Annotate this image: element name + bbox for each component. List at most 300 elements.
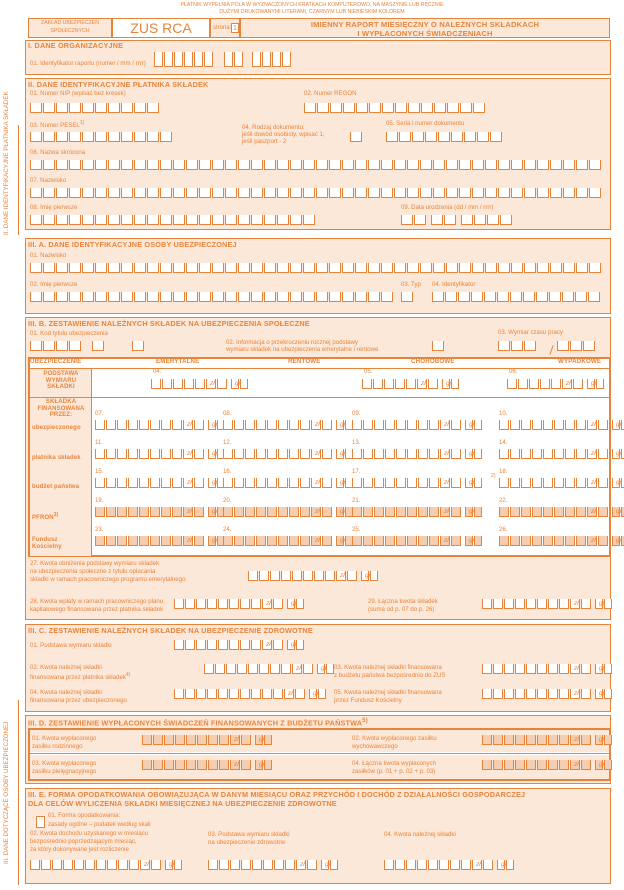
ii-f06-cell[interactable] (563, 160, 575, 170)
ii-f07-cell[interactable] (238, 188, 250, 198)
iiia-f04-cell[interactable] (536, 292, 548, 302)
row2-col0-cell[interactable] (128, 449, 138, 459)
podstawa-0-cell[interactable] (151, 379, 161, 389)
row2-col2-cell[interactable] (407, 449, 417, 459)
ii-f07-cell[interactable] (303, 188, 315, 198)
podstawa-3-cell[interactable] (529, 379, 539, 389)
ii-f07-cell[interactable] (160, 188, 172, 198)
row2-col2-cell[interactable] (374, 449, 384, 459)
row1-col2-cell[interactable] (352, 420, 362, 430)
row4-col1-cell[interactable] (322, 507, 332, 517)
iiib-f03a-cell[interactable] (511, 341, 523, 351)
ii-f05-cell[interactable] (451, 132, 463, 142)
i-f01-cell[interactable] (184, 52, 193, 67)
page-number[interactable]: 1 (231, 23, 239, 33)
iiia-f02-cell[interactable] (69, 292, 81, 302)
row3-col0-cell[interactable] (150, 478, 160, 488)
ii-f07-cell[interactable] (589, 188, 601, 198)
ii-f09-cell[interactable] (414, 215, 426, 225)
iiid-f03-cell[interactable] (164, 760, 174, 770)
iiid-f04-cell[interactable] (526, 760, 536, 770)
ii-f06-cell[interactable] (160, 160, 172, 170)
ii-f07-cell[interactable] (134, 188, 146, 198)
row1-col2-cell[interactable] (374, 420, 384, 430)
ii-f02-cell[interactable] (473, 103, 485, 113)
iiic-f02-cell[interactable] (281, 664, 291, 674)
row3-col3-cell[interactable] (499, 478, 509, 488)
row2-col3-cell[interactable] (521, 449, 531, 459)
iiic-f02-cell[interactable] (215, 664, 225, 674)
row1-col0-cell[interactable] (128, 420, 138, 430)
ii-f08-cell[interactable] (69, 215, 81, 225)
row3-col2-cell[interactable] (429, 478, 439, 488)
iiib-f29-cell[interactable] (482, 599, 492, 609)
ii-f08-cell[interactable] (212, 215, 224, 225)
iiie-f02-cell[interactable] (74, 860, 84, 870)
ii-f09-cell[interactable] (444, 215, 456, 225)
iiib-f29-cell[interactable] (493, 599, 503, 609)
ii-f05-cell[interactable] (412, 132, 424, 142)
row4-col0-cell[interactable] (95, 507, 105, 517)
row3-col0-cell[interactable] (139, 478, 149, 488)
iiic-f04-cell[interactable] (273, 689, 283, 699)
ii-f08-cell[interactable] (30, 215, 42, 225)
row5-col0-cell[interactable] (172, 536, 182, 546)
row2-col2-cell[interactable] (396, 449, 406, 459)
iiia-f01-cell[interactable] (95, 263, 107, 273)
iiic-f02-cell[interactable] (204, 664, 214, 674)
iiia-f01-cell[interactable] (472, 263, 484, 273)
row1-col1-cell[interactable] (256, 420, 266, 430)
ii-f03-cell[interactable] (108, 132, 120, 142)
podstawa-0-gr-cell[interactable] (240, 379, 248, 389)
iiib-f28-cell[interactable] (207, 599, 217, 609)
ii-f06-cell[interactable] (30, 160, 42, 170)
iiie-f02-cell[interactable] (85, 860, 95, 870)
row2-col1-cell[interactable] (267, 449, 277, 459)
row3-col3-cell[interactable] (543, 478, 553, 488)
row2-col0-cell[interactable] (172, 449, 182, 459)
podstawa-3-cell[interactable] (507, 379, 517, 389)
iiid-f03-cell[interactable] (153, 760, 163, 770)
i-f01-cell[interactable] (154, 52, 163, 67)
row3-col0-cell[interactable] (117, 478, 127, 488)
iiic-f04-cell[interactable] (207, 689, 217, 699)
iiia-f02-cell[interactable] (277, 292, 289, 302)
iiic-f04-cell[interactable] (240, 689, 250, 699)
ii-f08-cell[interactable] (121, 215, 133, 225)
ii-f08-cell[interactable] (238, 215, 250, 225)
iiia-f02-cell[interactable] (251, 292, 263, 302)
iiia-f01-cell[interactable] (537, 263, 549, 273)
iiie-f02-cell[interactable] (30, 860, 40, 870)
iiic-f03-cell[interactable] (537, 664, 547, 674)
iiib-f28-cell[interactable] (196, 599, 206, 609)
iiic-f01-cell[interactable] (185, 640, 195, 650)
iiid-f04-cell[interactable] (537, 760, 547, 770)
row1-col3-cell[interactable] (499, 420, 509, 430)
iiib-f27-cell[interactable] (347, 571, 357, 581)
iiia-f01-cell[interactable] (394, 263, 406, 273)
iiib-f28-cell[interactable] (174, 599, 184, 609)
iiib-f03b-cell[interactable] (570, 341, 582, 351)
iiia-f01-cell[interactable] (498, 263, 510, 273)
iiib-f02-cell[interactable] (432, 341, 444, 351)
row1-col3-cell[interactable] (543, 420, 553, 430)
ii-f06-cell[interactable] (121, 160, 133, 170)
iiie-f03-cell[interactable] (307, 860, 317, 870)
ii-f07-cell[interactable] (355, 188, 367, 198)
i-f01-cell[interactable] (204, 52, 213, 67)
ii-f06-cell[interactable] (69, 160, 81, 170)
iiic-f05-cell[interactable] (504, 689, 514, 699)
i-f01-yyyy-cell[interactable] (282, 52, 291, 67)
row3-col1-cell[interactable] (234, 478, 244, 488)
ii-f06-cell[interactable] (95, 160, 107, 170)
row4-col3-cell[interactable] (576, 507, 586, 517)
iiia-f02-cell[interactable] (173, 292, 185, 302)
iiia-f04-cell[interactable] (497, 292, 509, 302)
ii-f08-cell[interactable] (134, 215, 146, 225)
iiib-f29-cell[interactable] (559, 599, 569, 609)
ii-f03-cell[interactable] (160, 132, 172, 142)
iiib-f29-cell[interactable] (515, 599, 525, 609)
iiie-f04-cell[interactable] (406, 860, 416, 870)
row4-col1-cell[interactable] (300, 507, 310, 517)
row4-col0-cell[interactable] (117, 507, 127, 517)
iiid-f02-cell[interactable] (493, 735, 503, 745)
iiid-f04-cell[interactable] (515, 760, 525, 770)
iiid-f02-cell[interactable] (559, 735, 569, 745)
iiia-f02-cell[interactable] (95, 292, 107, 302)
i-f01-cell[interactable] (164, 52, 173, 67)
iiid-f03-gr-cell[interactable] (264, 760, 272, 770)
iiic-f03-cell[interactable] (559, 664, 569, 674)
iiia-f01-cell[interactable] (485, 263, 497, 273)
iiic-f04-cell[interactable] (218, 689, 228, 699)
ii-f07-cell[interactable] (472, 188, 484, 198)
iiid-f03-cell[interactable] (208, 760, 218, 770)
ii-f08-cell[interactable] (43, 215, 55, 225)
i-f01-yyyy-cell[interactable] (272, 52, 281, 67)
row3-col2-cell[interactable] (374, 478, 384, 488)
row2-col3-cell[interactable] (576, 449, 586, 459)
iiie-f03-gr-cell[interactable] (330, 860, 338, 870)
iiia-f01-cell[interactable] (355, 263, 367, 273)
row1-col2-cell[interactable] (418, 420, 428, 430)
iiid-f04-cell[interactable] (493, 760, 503, 770)
iiib-f28-cell[interactable] (185, 599, 195, 609)
row3-col2-cell[interactable] (418, 478, 428, 488)
row4-col0-cell[interactable] (128, 507, 138, 517)
row3-col0-cell[interactable] (128, 478, 138, 488)
row4-col0-cell[interactable] (194, 507, 204, 517)
row5-col3-cell[interactable] (554, 536, 564, 546)
ii-f01-cell[interactable] (56, 103, 68, 113)
ii-f08-cell[interactable] (186, 215, 198, 225)
iiic-f04-cell[interactable] (196, 689, 206, 699)
ii-f06-cell[interactable] (43, 160, 55, 170)
ii-f07-cell[interactable] (563, 188, 575, 198)
iiia-f02-cell[interactable] (329, 292, 341, 302)
ii-f01-cell[interactable] (43, 103, 55, 113)
row1-col2-cell[interactable] (451, 420, 461, 430)
ii-f07-cell[interactable] (407, 188, 419, 198)
iiia-f02-cell[interactable] (56, 292, 68, 302)
ii-f06-cell[interactable] (511, 160, 523, 170)
iiie-f03-cell[interactable] (252, 860, 262, 870)
ii-f07-cell[interactable] (186, 188, 198, 198)
iiic-f01-cell[interactable] (218, 640, 228, 650)
row4-col0-cell[interactable] (172, 507, 182, 517)
ii-f09-cell[interactable] (474, 215, 486, 225)
iiid-f01-cell[interactable] (219, 735, 229, 745)
iiia-f04-cell[interactable] (484, 292, 496, 302)
ii-f06-cell[interactable] (498, 160, 510, 170)
iiic-f02-cell[interactable] (248, 664, 258, 674)
iiia-f04-cell[interactable] (562, 292, 574, 302)
iiia-f01-cell[interactable] (82, 263, 94, 273)
ii-f01-cell[interactable] (95, 103, 107, 113)
row4-col3-cell[interactable] (510, 507, 520, 517)
iiie-f03-cell[interactable] (241, 860, 251, 870)
row3-col1-cell[interactable] (267, 478, 277, 488)
ii-f07-cell[interactable] (329, 188, 341, 198)
iiid-f01-cell[interactable] (153, 735, 163, 745)
iiie-f03-cell[interactable] (274, 860, 284, 870)
podstawa-0-cell[interactable] (162, 379, 172, 389)
ii-f07-cell[interactable] (524, 188, 536, 198)
row5-col1-cell[interactable] (245, 536, 255, 546)
ii-f08-cell[interactable] (173, 215, 185, 225)
iiic-f05-cell[interactable] (537, 689, 547, 699)
row4-col2-cell[interactable] (374, 507, 384, 517)
row4-col2-cell[interactable] (396, 507, 406, 517)
podstawa-2-cell[interactable] (362, 379, 372, 389)
row4-col0-cell[interactable] (150, 507, 160, 517)
iiia-f01-cell[interactable] (524, 263, 536, 273)
ii-f03-cell[interactable] (69, 132, 81, 142)
iiib-f28-cell[interactable] (229, 599, 239, 609)
iiid-f03-cell[interactable] (219, 760, 229, 770)
row5-col3-cell[interactable] (598, 536, 608, 546)
iiic-f02-cell[interactable] (226, 664, 236, 674)
ii-f01-cell[interactable] (82, 103, 94, 113)
row3-col0-cell[interactable] (194, 478, 204, 488)
iiia-f04-cell[interactable] (523, 292, 535, 302)
iiic-f02-cell[interactable] (237, 664, 247, 674)
iiia-f01-cell[interactable] (225, 263, 237, 273)
row4-col2-cell[interactable] (407, 507, 417, 517)
ii-f06-cell[interactable] (199, 160, 211, 170)
iiic-f01-cell[interactable] (273, 640, 283, 650)
iiib-f27-cell[interactable] (292, 571, 302, 581)
iiib-f27-cell[interactable] (259, 571, 269, 581)
ii-f06-cell[interactable] (589, 160, 601, 170)
iiib-f29-gr-cell[interactable] (604, 599, 612, 609)
iiia-f01-cell[interactable] (576, 263, 588, 273)
iiia-f02-cell[interactable] (303, 292, 315, 302)
ii-f06-cell[interactable] (381, 160, 393, 170)
iiic-f02-cell[interactable] (270, 664, 280, 674)
iiic-f03-gr-cell[interactable] (604, 664, 612, 674)
row2-col1-cell[interactable] (256, 449, 266, 459)
row2-col2-cell[interactable] (385, 449, 395, 459)
row4-col3-cell[interactable] (521, 507, 531, 517)
iiie-f04-gr-cell[interactable] (506, 860, 514, 870)
iiib-f03b-cell[interactable] (557, 341, 569, 351)
ii-f07-cell[interactable] (30, 188, 42, 198)
row2-col1-cell[interactable] (300, 449, 310, 459)
ii-f01-cell[interactable] (134, 103, 146, 113)
iiia-f01-cell[interactable] (212, 263, 224, 273)
row5-col2-cell[interactable] (363, 536, 373, 546)
ii-f01-cell[interactable] (69, 103, 81, 113)
iiia-f01-cell[interactable] (238, 263, 250, 273)
iiia-f01-cell[interactable] (147, 263, 159, 273)
ii-f02-cell[interactable] (382, 103, 394, 113)
iiid-f02-cell[interactable] (482, 735, 492, 745)
ii-f06-cell[interactable] (212, 160, 224, 170)
iiie-f04-cell[interactable] (461, 860, 471, 870)
iiie-f04-cell[interactable] (483, 860, 493, 870)
iiib-f29-cell[interactable] (581, 599, 591, 609)
ii-f07-cell[interactable] (316, 188, 328, 198)
ii-f06-cell[interactable] (537, 160, 549, 170)
ii-f07-cell[interactable] (485, 188, 497, 198)
iiic-f03-cell[interactable] (482, 664, 492, 674)
ii-f06-cell[interactable] (446, 160, 458, 170)
iiib-f27-cell[interactable] (325, 571, 335, 581)
row2-col0-cell[interactable] (139, 449, 149, 459)
row3-col0-cell[interactable] (161, 478, 171, 488)
row2-col0-cell[interactable] (161, 449, 171, 459)
ii-f05-cell[interactable] (386, 132, 398, 142)
iiib-f01c-cell[interactable] (132, 341, 144, 351)
row3-col1-cell[interactable] (245, 478, 255, 488)
row5-col0-cell[interactable] (128, 536, 138, 546)
iiia-f02-cell[interactable] (212, 292, 224, 302)
iiia-f04-cell[interactable] (458, 292, 470, 302)
row2-col2-cell[interactable] (363, 449, 373, 459)
ii-f07-cell[interactable] (69, 188, 81, 198)
iiic-f04-cell[interactable] (262, 689, 272, 699)
ii-f07-cell[interactable] (420, 188, 432, 198)
row2-col2-cell[interactable] (451, 449, 461, 459)
row2-col3-cell[interactable] (510, 449, 520, 459)
row2-col3-cell[interactable] (565, 449, 575, 459)
iiia-f02-cell[interactable] (160, 292, 172, 302)
row2-col2-cell[interactable] (352, 449, 362, 459)
iiia-f01-cell[interactable] (43, 263, 55, 273)
row1-col3-cell[interactable] (554, 420, 564, 430)
row3-col2-cell[interactable] (352, 478, 362, 488)
row1-col2-gr-cell[interactable] (474, 420, 482, 430)
iiic-f01-cell[interactable] (207, 640, 217, 650)
row3-col1-cell[interactable] (223, 478, 233, 488)
row4-col1-cell[interactable] (278, 507, 288, 517)
iiie-f02-cell[interactable] (151, 860, 161, 870)
row2-col2-cell[interactable] (429, 449, 439, 459)
iiic-f03-cell[interactable] (493, 664, 503, 674)
ii-f07-cell[interactable] (446, 188, 458, 198)
ii-f02-cell[interactable] (343, 103, 355, 113)
i-f01-mm-cell[interactable] (234, 52, 243, 67)
ii-f07-cell[interactable] (368, 188, 380, 198)
row4-col3-cell[interactable] (532, 507, 542, 517)
ii-f02-cell[interactable] (434, 103, 446, 113)
ii-f06-cell[interactable] (147, 160, 159, 170)
ii-f06-cell[interactable] (316, 160, 328, 170)
row1-col0-cell[interactable] (194, 420, 204, 430)
ii-f03-cell[interactable] (95, 132, 107, 142)
podstawa-3-gr-cell[interactable] (596, 379, 604, 389)
ii-f05-cell[interactable] (477, 132, 489, 142)
podstawa-0-cell[interactable] (173, 379, 183, 389)
ii-f02-cell[interactable] (460, 103, 472, 113)
ii-f03-cell[interactable] (147, 132, 159, 142)
ii-f07-cell[interactable] (251, 188, 263, 198)
iiic-f04-cell[interactable] (295, 689, 305, 699)
ii-f08-cell[interactable] (303, 215, 315, 225)
row5-col1-cell[interactable] (223, 536, 233, 546)
iiie-f02-cell[interactable] (118, 860, 128, 870)
row4-col0-cell[interactable] (139, 507, 149, 517)
row1-col0-cell[interactable] (172, 420, 182, 430)
iiib-f01-cell[interactable] (69, 341, 81, 351)
row1-col0-cell[interactable] (106, 420, 116, 430)
row3-col3-cell[interactable] (565, 478, 575, 488)
row3-col2-gr-cell[interactable] (474, 478, 482, 488)
iiib-f29-cell[interactable] (526, 599, 536, 609)
ii-f07-cell[interactable] (498, 188, 510, 198)
podstawa-3-cell[interactable] (540, 379, 550, 389)
iiib-f27-gr-cell[interactable] (370, 571, 378, 581)
ii-f01-cell[interactable] (147, 103, 159, 113)
row4-col2-cell[interactable] (451, 507, 461, 517)
ii-f06-cell[interactable] (394, 160, 406, 170)
iiic-f01-cell[interactable] (196, 640, 206, 650)
iiie-f03-cell[interactable] (219, 860, 229, 870)
ii-f03-cell[interactable] (43, 132, 55, 142)
row5-col2-cell[interactable] (374, 536, 384, 546)
row5-col1-cell[interactable] (300, 536, 310, 546)
iiia-f01-cell[interactable] (199, 263, 211, 273)
podstawa-3-cell[interactable] (518, 379, 528, 389)
row2-col1-cell[interactable] (289, 449, 299, 459)
iiia-f02-cell[interactable] (355, 292, 367, 302)
iiia-f02-cell[interactable] (108, 292, 120, 302)
row5-col1-cell[interactable] (322, 536, 332, 546)
ii-f02-cell[interactable] (447, 103, 459, 113)
ii-f07-cell[interactable] (433, 188, 445, 198)
iiic-f04-cell[interactable] (174, 689, 184, 699)
ii-f06-cell[interactable] (550, 160, 562, 170)
i-f01-yyyy-cell[interactable] (262, 52, 271, 67)
row1-col3-cell[interactable] (521, 420, 531, 430)
iiib-f28-cell[interactable] (273, 599, 283, 609)
iiib-f27-cell[interactable] (303, 571, 313, 581)
iiid-f03-cell[interactable] (241, 760, 251, 770)
iiia-f01-cell[interactable] (160, 263, 172, 273)
iiic-f05-gr-cell[interactable] (604, 689, 612, 699)
row1-col0-cell[interactable] (117, 420, 127, 430)
row5-col1-cell[interactable] (256, 536, 266, 546)
row3-col3-cell[interactable] (532, 478, 542, 488)
iiib-f28-gr-cell[interactable] (296, 599, 304, 609)
ii-f06-cell[interactable] (173, 160, 185, 170)
ii-f07-cell[interactable] (56, 188, 68, 198)
